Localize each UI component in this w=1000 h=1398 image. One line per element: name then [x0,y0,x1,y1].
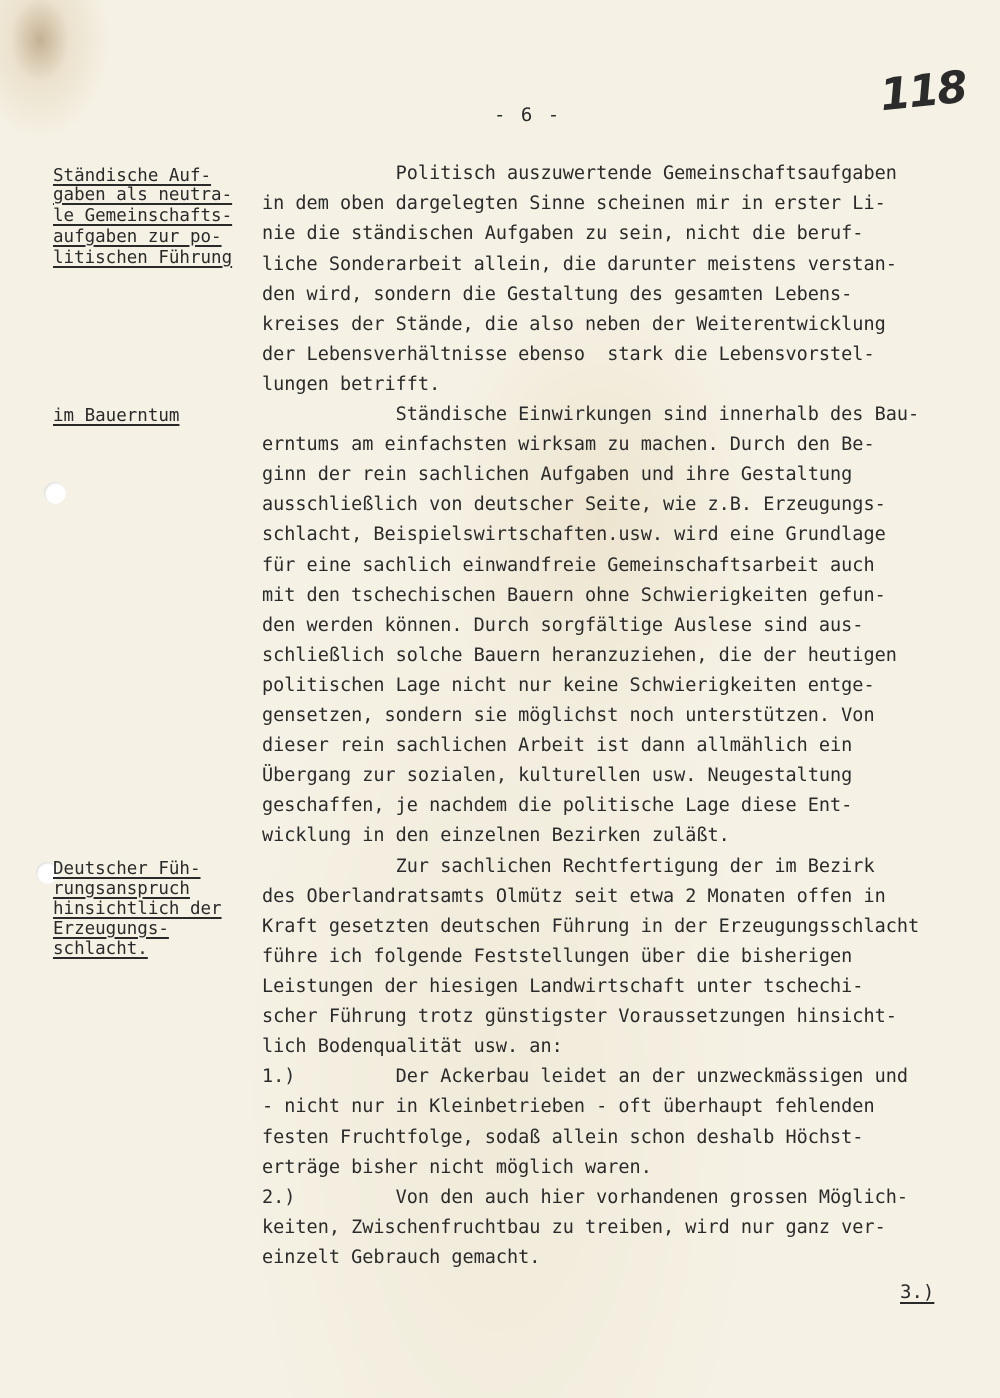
body-line: einzelt Gebrauch gemacht. [262,1247,541,1268]
page-number: - 6 - [494,104,562,126]
margin-note-1-line-4: aufgaben zur po- [53,227,222,247]
margin-note-3-line-2: rungsanspruch [53,879,190,899]
body-line: - nicht nur in Kleinbetrieben - oft überhaupt fehlenden [262,1096,875,1117]
body-line: den wird, sondern die Gestaltung des gesamten Lebens- [262,284,853,305]
body-line: in dem oben dargelegten Sinne scheinen mir in erster Li- [262,193,886,214]
body-line: festen Fruchtfolge, sodaß allein schon deshalb Höchst- [262,1127,864,1148]
punch-hole-top [44,482,66,504]
body-line: lungen betrifft. [262,374,441,395]
margin-note-3-line-5: schlacht. [53,939,148,959]
body-line: schlacht, Beispielswirtschaften.usw. wird eine Grundlage [262,524,886,545]
body-line: Übergang zur sozialen, kulturellen usw. Neugestaltung [262,765,853,786]
body-line: erntums am einfachsten wirksam zu machen. Durch den Be- [262,434,875,455]
continuation-reference: 3.) [900,1281,935,1303]
body-line: wicklung in den einzelnen Bezirken zuläßt. [262,825,730,846]
body-line: dieser rein sachlichen Arbeit ist dann allmählich ein [262,735,853,756]
body-line: 1.) Der Ackerbau leidet an der unzweckmässigen und [262,1066,909,1087]
body-line: scher Führung trotz günstigster Voraussetzungen hinsicht- [262,1006,897,1027]
body-line: geschaffen, je nachdem die politische Lage diese Ent- [262,795,853,816]
body-line: Politisch auszuwertende Gemeinschaftsaufgaben [262,163,897,184]
body-line: keiten, Zwischenfruchtbau zu treiben, wird nur ganz ver- [262,1217,886,1238]
margin-note-3-line-3: hinsichtlich der [53,899,222,919]
body-line: 2.) Von den auch hier vorhandenen grossen Möglich- [262,1187,909,1208]
margin-note-3-line-4: Erzeugungs- [53,919,169,939]
body-line: der Lebensverhältnisse ebenso stark die Lebensvorstel- [262,344,875,365]
body-line: ausschließlich von deutscher Seite, wie z.B. Erzeugungs- [262,494,886,515]
margin-note-1-line-1: Ständische Auf- [53,166,212,186]
body-line: für eine sachlich einwandfreie Gemeinschaftsarbeit auch [262,555,875,576]
margin-note-3-line-1: Deutscher Füh- [53,859,201,879]
handwritten-folio-number: 118 [877,61,969,122]
body-line: den werden können. Durch sorgfältige Auslese sind aus- [262,615,864,636]
body-line: gensetzen, sondern sie möglichst noch unterstützen. Von [262,705,875,726]
body-line: mit den tschechischen Bauern ohne Schwierigkeiten gefun- [262,585,886,606]
body-line: des Oberlandratsamts Olmütz seit etwa 2 Monaten offen in [262,886,886,907]
body-line: lich Bodenqualität usw. an: [262,1036,563,1057]
body-line: nie die ständischen Aufgaben zu sein, nicht die beruf- [262,223,864,244]
body-line: kreises der Stände, die also neben der Weiterentwicklung [262,314,886,335]
body-line: schließlich solche Bauern heranzuziehen, die der heutigen [262,645,897,666]
margin-note-1-line-2: gaben als neutra- [53,185,233,205]
body-line: führe ich folgende Feststellungen über die bisherigen [262,946,853,967]
margin-note-1-line-3: le Gemeinschafts- [53,206,233,226]
margin-note-1-line-5: litischen Führung [53,248,233,268]
body-line: Kraft gesetzten deutschen Führung in der Erzeugungsschlacht [262,916,920,937]
body-line: politischen Lage nicht nur keine Schwierigkeiten entge- [262,675,875,696]
body-line: erträge bisher nicht möglich waren. [262,1157,652,1178]
body-line: Leistungen der hiesigen Landwirtschaft unter tschechi- [262,976,864,997]
body-line: Ständische Einwirkungen sind innerhalb des Bau- [262,404,920,425]
body-line: Zur sachlichen Rechtfertigung der im Bezirk [262,856,875,877]
margin-note-2-line-1: im Bauerntum [53,406,180,426]
body-line: ginn der rein sachlichen Aufgaben und ihre Gestaltung [262,464,853,485]
body-line: liche Sonderarbeit allein, die darunter meistens verstan- [262,254,897,275]
